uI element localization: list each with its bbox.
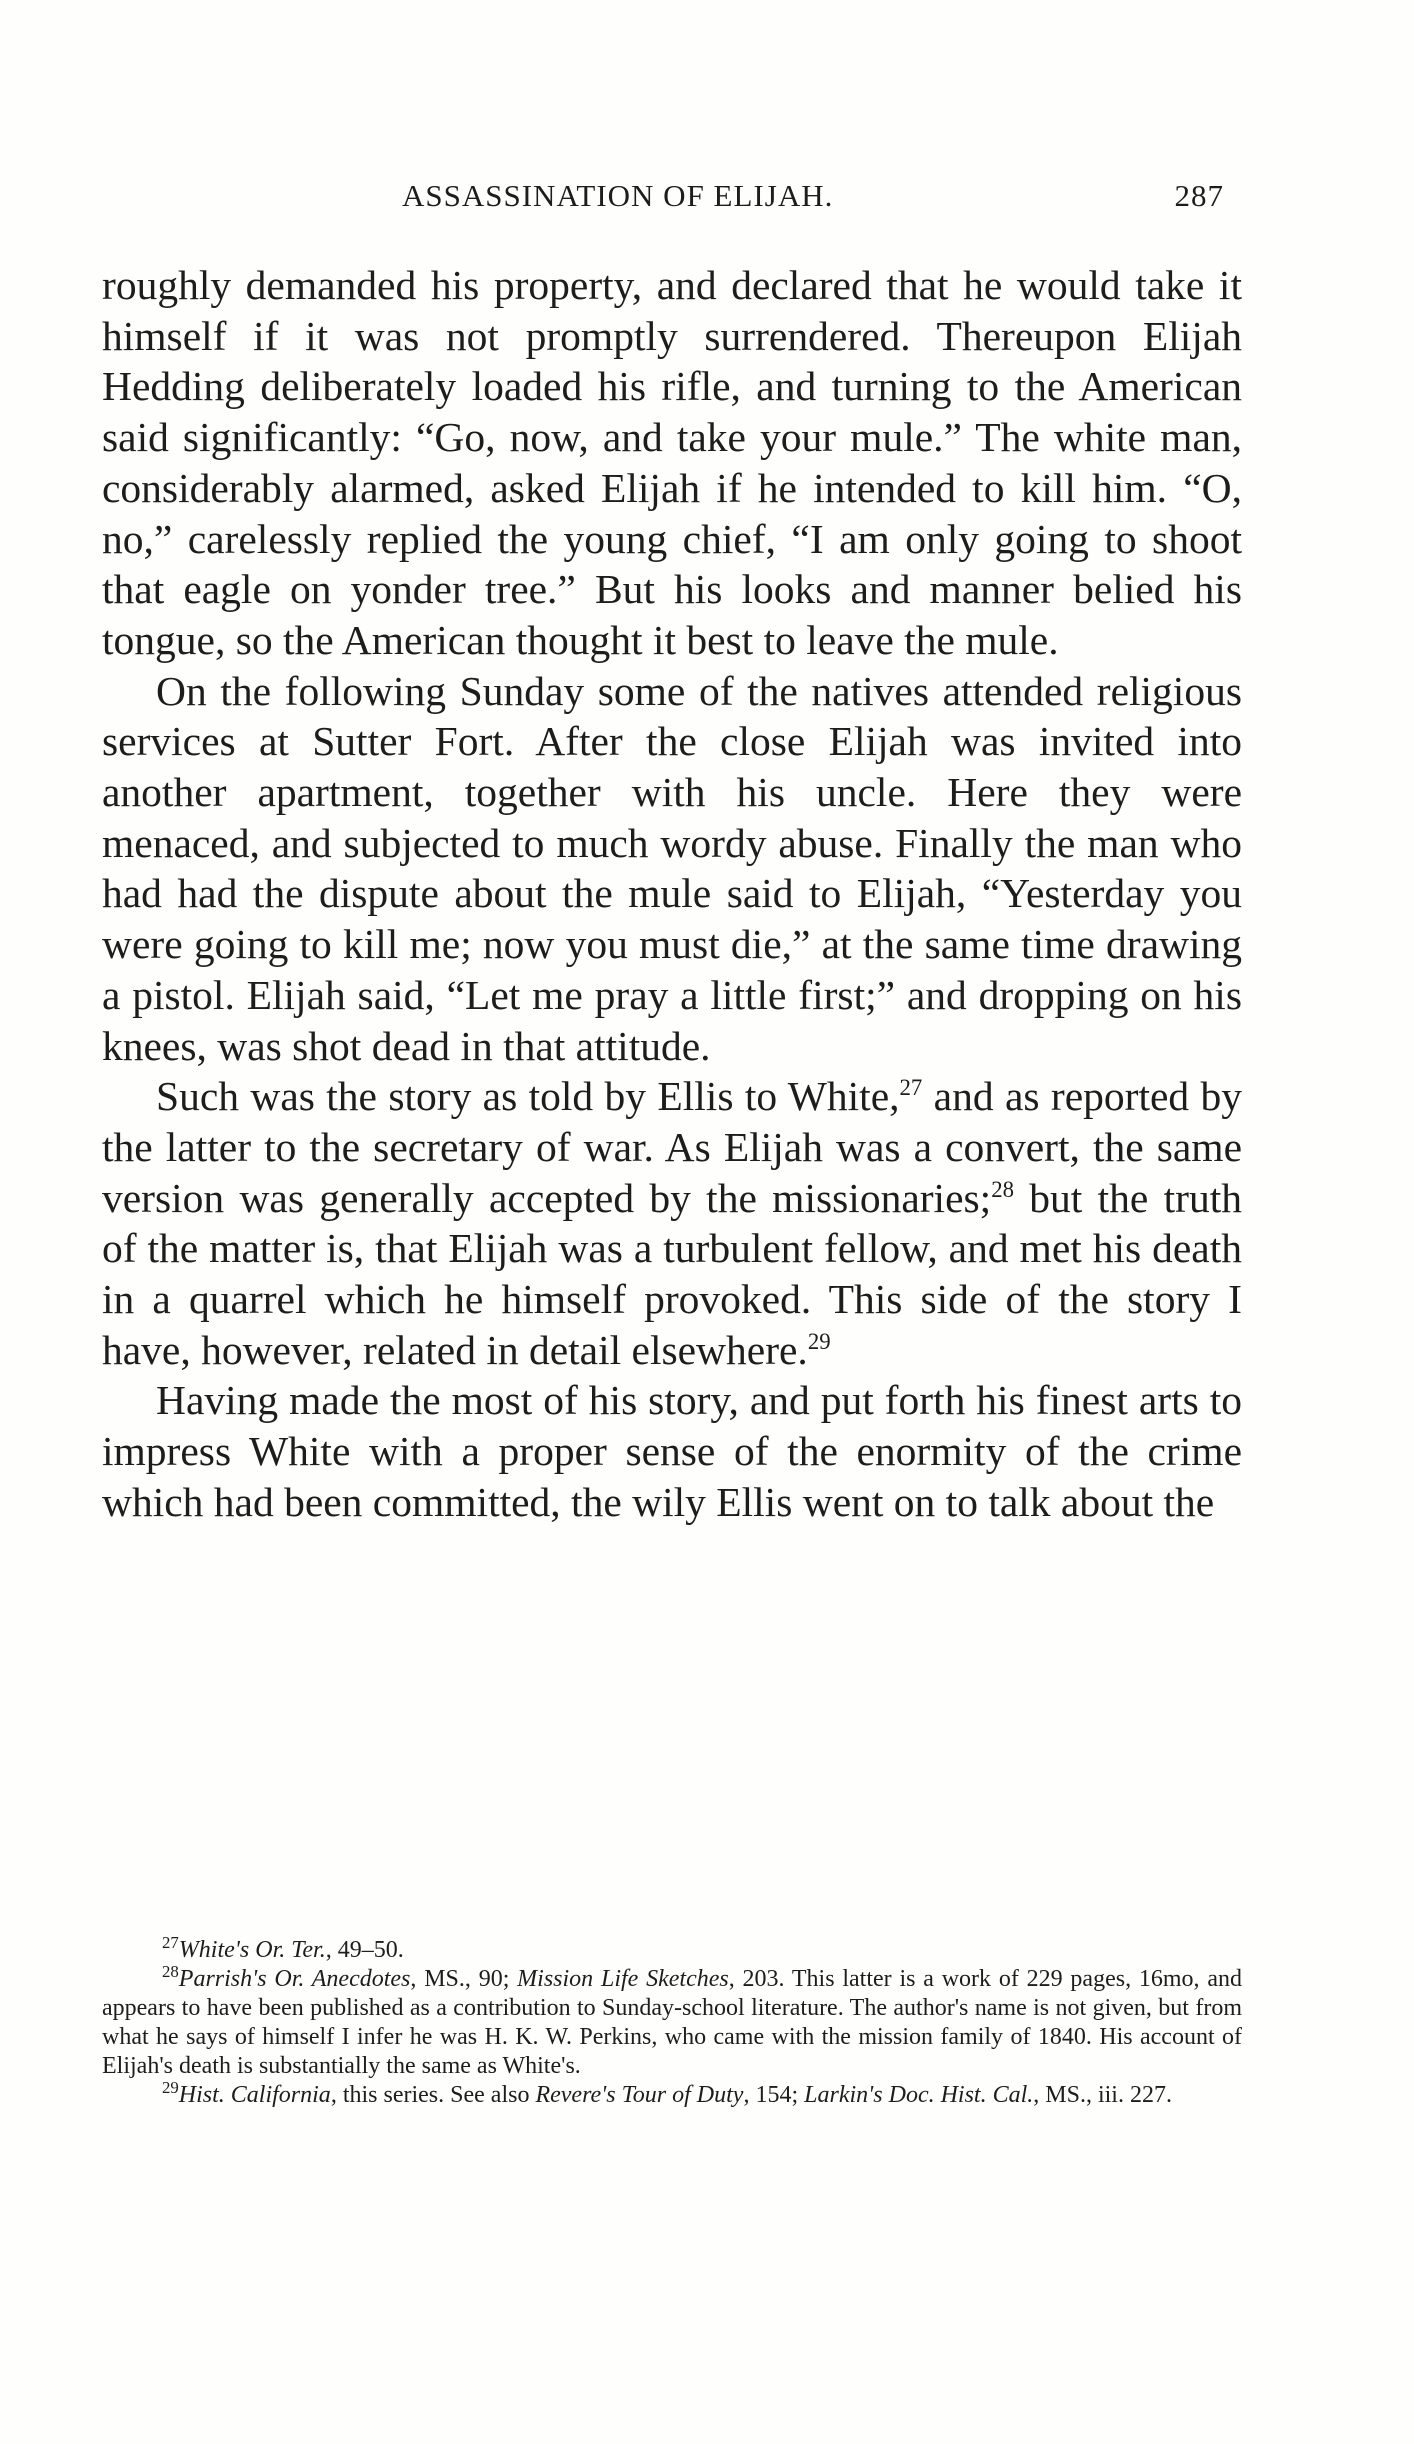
footnote-29-source-2: Revere's Tour of Duty: [535, 2082, 744, 2108]
footnote-28-text-1: , MS., 90;: [410, 1966, 518, 1992]
footnote-ref-28: 28: [991, 1176, 1014, 1202]
chapter-running-title: ASSASSINATION OF ELIJAH.: [402, 178, 834, 213]
paragraph-4: Having made the most of his story, and put forth his finest arts to impress White with a proper sense of the enormity of the crime which had been committed, the wily Ellis went on to talk about the: [102, 1377, 1242, 1525]
footnotes: [102, 1933, 1242, 2110]
footnote-29-text-2: , 154;: [743, 2082, 805, 2108]
footnote-29-mark: 29: [162, 2078, 179, 2097]
footnote-28-text-2: , 203. This latter is a work of 229 pages, 16mo, and appears to have been published as a contribution to Sunday-school literature. The author's name is not given, but from what he says of himself I infer he was H. K. W. Perkins, who came with the mission family of 1840. His account of Elijah's death is substantially the same as White's.: [102, 1966, 1242, 2079]
footnote-28-source-2: Mission Life Sketches: [517, 1966, 729, 1992]
footnote-29-source-3: Larkin's Doc. Hist. Cal.: [804, 2082, 1034, 2108]
footnote-27-text: , 49–50.: [325, 1937, 404, 1963]
running-head: [102, 178, 1224, 218]
main-text: [102, 260, 1242, 1528]
footnote-29: [102, 2078, 1242, 2110]
paragraph-3-text-b: and as reported by the latter to the secretary of war. As Elijah was a convert, the same version was generally accepted by the missionaries;: [102, 1073, 1242, 1221]
footnote-28-source-1: Parrish's Or. Anecdotes: [178, 1966, 411, 1992]
footnote-27-source: White's Or. Ter.: [178, 1937, 326, 1963]
paragraph-3: [102, 1071, 1242, 1375]
paragraph-3-text-a: Such was the story as told by Ellis to White,: [156, 1073, 900, 1120]
footnote-27-mark: 27: [162, 1933, 179, 1952]
footnote-29-text-3: , MS., iii. 227.: [1033, 2082, 1172, 2108]
paragraph-3-text-c: but the truth of the matter is, that Elijah was a turbulent fellow, and met his death in a quarrel which he himself provoked. This side of the story I have, however, related in detail elsewhere.: [102, 1174, 1242, 1373]
footnote-28: [102, 1962, 1242, 2081]
footnote-ref-29: 29: [807, 1328, 831, 1354]
footnote-ref-27: 27: [899, 1075, 923, 1101]
footnote-29-text-1: , this series. See also: [330, 2082, 536, 2108]
footnote-28-mark: 28: [162, 1962, 179, 1981]
footnote-27: [102, 1933, 1242, 1965]
paragraph-1: roughly demanded his property, and declared that he would take it himself if it was not promptly surrendered. Thereupon Elijah Hedding deliberately loaded his rifle, and turning to the American said significantly: “Go, now, and take your mule.” The white man, considerably alarmed, asked Elijah if he intended to kill him. “O, no,” carelessly replied the young chief, “I am only going to shoot that eagle on yonder tree.” But his looks and manner belied his tongue, so the American thought it best to leave the mule.: [102, 262, 1242, 663]
footnote-29-source-1: Hist. California: [178, 2082, 331, 2108]
paragraph-2: On the following Sunday some of the natives attended religious services at Sutter Fort. After the close Elijah was invited into another apartment, together with his uncle. Here they were menaced, and subjected to much wordy abuse. Finally the man who had had the dispute about the mule said to Elijah, “Yesterday you were going to kill me; now you must die,” at the same time drawing a pistol. Elijah said, “Let me pray a little first;” and dropping on his knees, was shot dead in that attitude.: [102, 667, 1242, 1069]
page-number: 287: [1174, 178, 1224, 213]
